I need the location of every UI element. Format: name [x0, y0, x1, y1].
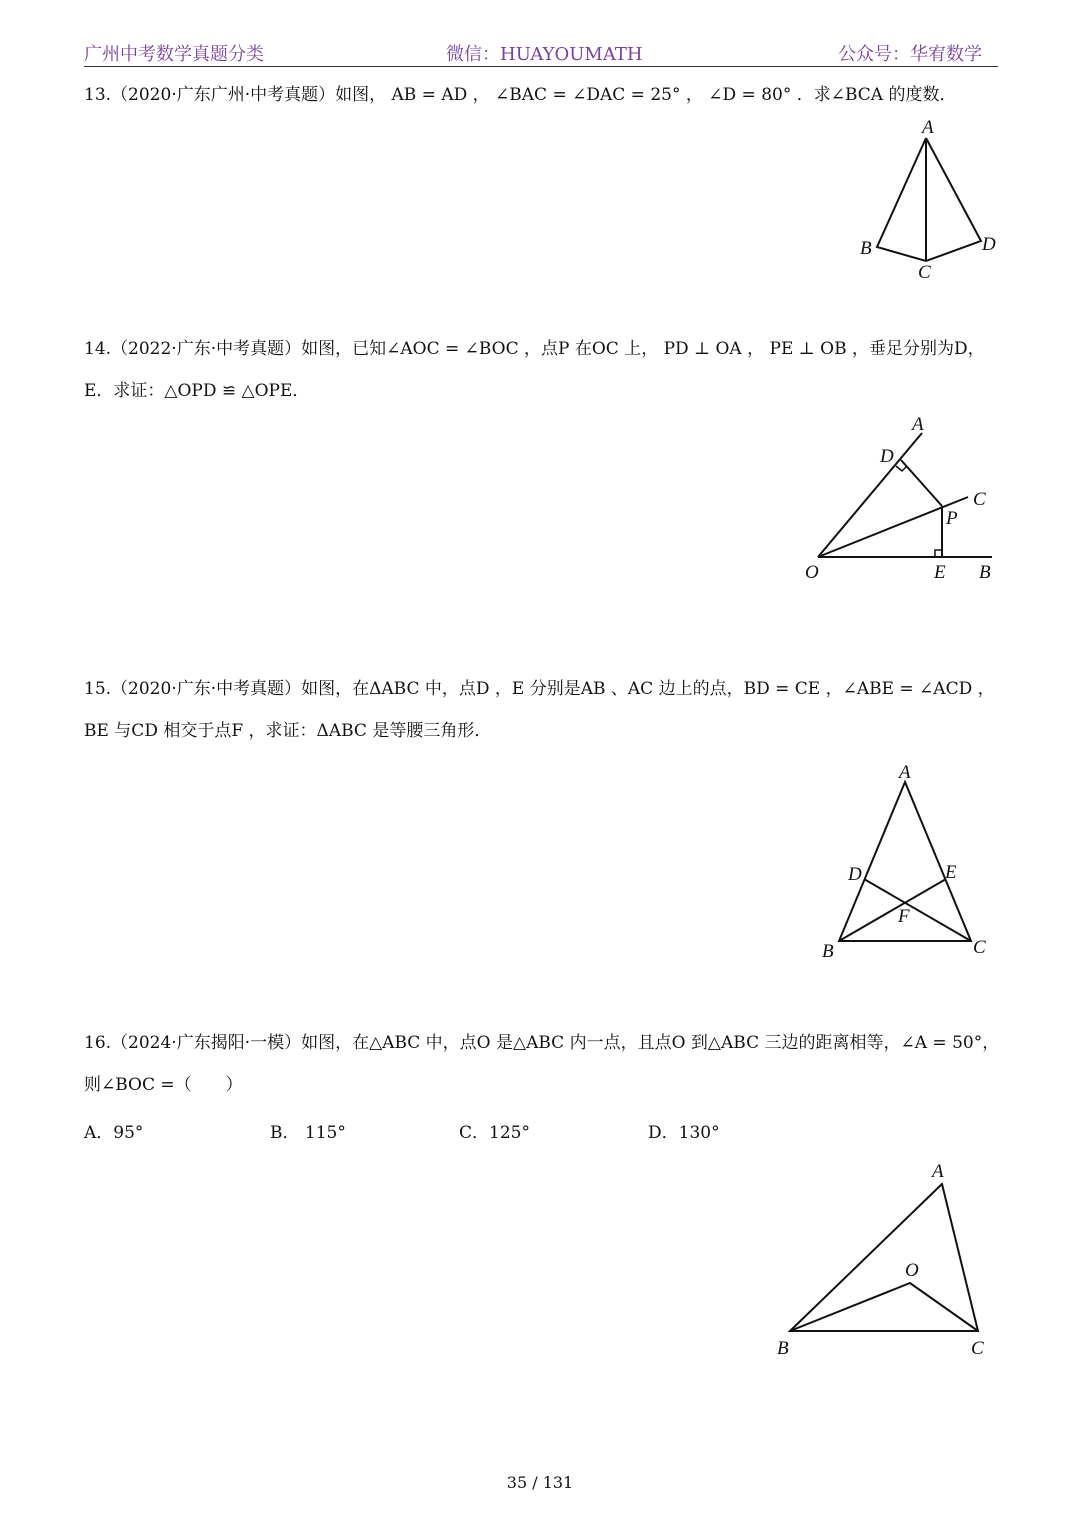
q15-label-e: E — [945, 862, 957, 883]
q13-label-d: D — [982, 234, 996, 255]
question-15-figure — [815, 760, 1005, 970]
q16-segments-bo-oc — [790, 1283, 978, 1331]
q16-label-a: A — [932, 1161, 944, 1182]
q15-label-c: C — [973, 937, 986, 958]
q14-right-angle-e — [935, 550, 942, 557]
question-16-figure — [770, 1155, 1000, 1365]
header-collection-title: 广州中考数学真题分类 — [84, 44, 264, 65]
q14-ray-oa — [818, 433, 922, 557]
header-wechat: 微信：HUAYOUMATH — [446, 44, 643, 65]
question-15-text-line1: 15.（2020·广东·中考真题）如图，在ΔABC 中，点D ，E 分别是AB 、AC 边上的点，BD = CE ，∠ABE = ∠ACD ， — [84, 679, 995, 699]
page-header — [84, 36, 998, 67]
q15-label-a: A — [899, 762, 911, 783]
question-15-text-line2: BE 与CD 相交于点F ，求证：ΔABC 是等腰三角形． — [84, 721, 492, 741]
question-14-text-line1: 14.（2022·广东·中考真题）如图，已知∠AOC = ∠BOC ，点P 在OC 上， PD ⊥ OA ， PE ⊥ OB ，垂足分别为D， — [84, 339, 985, 359]
page-number: 35 / 131 — [506, 1473, 574, 1492]
q14-right-angle-d — [896, 466, 907, 471]
question-13-text: 13.（2020·广东广州·中考真题）如图， AB = AD ， ∠BAC = ∠DAC = 25° ， ∠D = 80° ．求∠BCA 的度数． — [84, 85, 957, 105]
q14-label-c: C — [973, 489, 986, 510]
q14-label-o: O — [805, 562, 819, 583]
header-official-account: 公众号：华宥数学 — [838, 44, 982, 65]
q14-label-b: B — [979, 562, 991, 583]
q13-triangle-abc — [877, 138, 981, 261]
question-13-figure — [850, 115, 1000, 285]
option-d[interactable]: D．130° — [648, 1123, 720, 1143]
q13-label-b: B — [860, 238, 872, 259]
q14-label-e: E — [934, 562, 946, 583]
q15-segment-be — [839, 879, 946, 941]
q15-label-d: D — [848, 864, 862, 885]
option-a[interactable]: A．95° — [84, 1123, 144, 1143]
q13-label-c: C — [918, 262, 931, 283]
q13-label-a: A — [922, 117, 934, 138]
q14-label-a: A — [912, 414, 924, 435]
question-14-text-line2: E．求证：△OPD ≌ △OPE． — [84, 381, 310, 401]
q16-label-o: O — [905, 1260, 919, 1281]
question-16-text-line1: 16.（2024·广东揭阳·一模）如图，在△ABC 中，点O 是△ABC 内一点，且点O 到△ABC 三边的距离相等，∠A = 50°， — [84, 1033, 1000, 1053]
q15-segment-cd — [864, 879, 971, 941]
q16-label-c: C — [971, 1338, 984, 1359]
question-16-text-line2: 则∠BOC =（ ） — [84, 1075, 243, 1095]
q14-label-d: D — [880, 446, 894, 467]
q15-label-f: F — [898, 906, 910, 927]
q16-triangle-abc — [790, 1184, 978, 1331]
q15-label-b: B — [822, 941, 834, 962]
option-c[interactable]: C．125° — [459, 1123, 530, 1143]
q14-label-p: P — [946, 508, 958, 529]
q16-label-b: B — [777, 1338, 789, 1359]
question-14-figure — [800, 410, 1010, 590]
option-b[interactable]: B． 115° — [270, 1123, 346, 1143]
